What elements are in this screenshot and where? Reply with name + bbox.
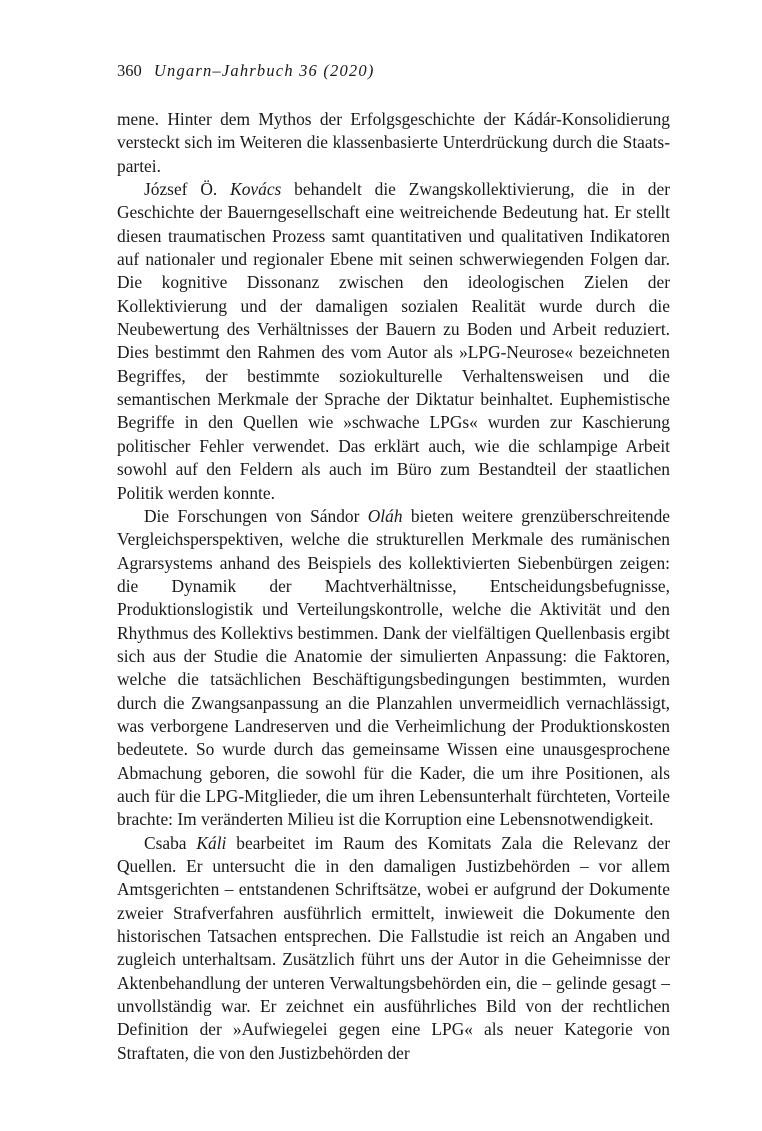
paragraph-text: mene. Hinter dem Mythos der Erfolgsgeschichte der Kádár-Konsolidierung versteckt sich im Weiteren die klassenbasierte Unterdrückung durch die Staatspartei. — [117, 109, 670, 176]
paragraph-text: József Ö. — [144, 179, 231, 200]
paragraph-text: bieten weitere grenzüberschreitende Vergleichsperspektiven, welche die strukturellen Merkmale des rumänischen Agrarsystems anhand des Beispiels des kollektivierten Siebenbürgen zeigen: die Dynamik der Machtverhältnisse, Entscheidungsbefugnisse, Produktionslogistik und Verteilungskontrolle, welche die Aktivität und den Rhythmus des Kollektivs bestimmen. Dank der vielfältigen Quellenbasis ergibt sich aus der Studie die Anatomie der simulierten Anpassung: die Faktoren, welche die tatsächlichen Beschäftigungsbedingungen bestimmten, wurden durch die Zwangsanpassung an die Planzahlen unvermeidlich vernachlässigt, was verborgene Landreserven und die Verheimlichung der Produktionskosten bedeutete. So wurde durch das gemeinsame Wissen eine unausgesprochene Abmachung geboren, die sowohl für die Kader, die um ihre Positionen, als auch für die LPG-Mitglieder, die um ihren Lebensunterhalt fürchteten, Vorteile brachte: Im veränderten Milieu ist die Korruption eine Lebensnotwendigkeit. — [117, 505, 670, 830]
journal-title: Ungarn–Jahrbuch 36 (2020) — [153, 61, 375, 80]
paragraph-3 — [117, 505, 670, 832]
paragraph-text: Die Forschungen von Sándor — [144, 505, 368, 526]
paragraph-1 — [117, 108, 670, 178]
author-name: Kovács — [230, 179, 282, 200]
page-number: 360 — [117, 61, 142, 80]
paragraph-text: bearbeitet im Raum des Komitats Zala die Relevanz der Quellen. Er untersucht die in den damaligen Justizbehörden – vor allem Amtsgerichten – entstandenen Schriftsätze, wobei er aufgrund der Dokumente zweier Strafverfahren ausführlich ermittelt, inwieweit die Dokumente den historischen Tatsachen entsprechen. Die Fallstudie ist reich an Angaben und zugleich unterhaltsam. Zusätzlich führt uns der Autor in die Geheimnisse der Aktenbehandlung der unteren Verwaltungsbehörden ein, die – gelinde gesagt – unvollständig war. Er zeichnet ein ausführliches Bild von der rechtlichen Definition der »Aufwiegelei gegen eine LPG« als neuer Kategorie von Straftaten, die von den Justizbehörden der — [117, 832, 670, 1063]
running-header — [117, 60, 375, 82]
author-name: Káli — [196, 832, 227, 853]
author-name: Oláh — [367, 505, 403, 526]
paragraph-text: Csaba — [144, 832, 197, 853]
body-text — [117, 108, 670, 1065]
paragraph-2 — [117, 178, 670, 505]
paragraph-4 — [117, 832, 670, 1065]
paragraph-text: behandelt die Zwangskollektivierung, die in der Geschichte der Bauerngesellschaft eine weitreichende Bedeutung hat. Er stellt diesen traumatischen Prozess samt quantitativen und qualitativen Indikatoren auf nationaler und regionaler Ebene mit seinen schwerwiegenden Folgen dar. Die kognitive Dissonanz zwischen den ideologischen Zielen der Kollektivierung und der damaligen sozialen Realität wurde durch die Neubewertung des Verhältnisses der Bauern zu Boden und Arbeit reduziert. Dies bestimmt den Rahmen des vom Autor als »LPG-Neurose« bezeichneten Begriffes, der bestimmte soziokulturelle Verhaltensweisen und die semantischen Merkmale der Sprache der Diktatur beinhaltet. Euphemistische Begriffe in den Quellen wie »schwache LPGs« wurden zur Kaschierung politischer Fehler verwendet. Das erklärt auch, wie die schlampige Arbeit sowohl auf den Feldern als auch im Büro zum Bestandteil der staatlichen Politik werden konnte. — [117, 179, 671, 503]
